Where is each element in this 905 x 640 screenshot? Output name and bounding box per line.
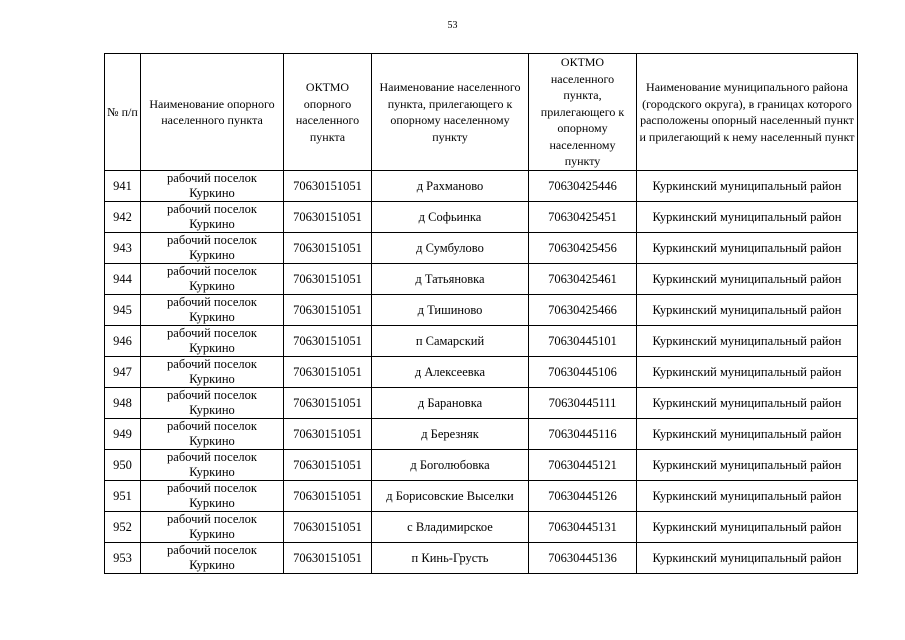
cell-adjacent-oktmo: 70630445126: [529, 481, 637, 512]
cell-district: Куркинский муниципальный район: [637, 419, 858, 450]
cell-base-settlement: рабочий поселок Куркино: [141, 233, 284, 264]
cell-base-settlement: рабочий поселок Куркино: [141, 171, 284, 202]
cell-number: 949: [105, 419, 141, 450]
cell-district: Куркинский муниципальный район: [637, 512, 858, 543]
cell-base-settlement: рабочий поселок Куркино: [141, 295, 284, 326]
column-header-adjacent-oktmo: ОКТМО населенного пункта, прилегающего к опорному населенному пункту: [529, 54, 637, 171]
table-row: [105, 357, 858, 388]
cell-adjacent-settlement: п Самарский: [372, 326, 529, 357]
cell-base-settlement: рабочий поселок Куркино: [141, 202, 284, 233]
cell-adjacent-oktmo: 70630425466: [529, 295, 637, 326]
cell-number: 946: [105, 326, 141, 357]
cell-district: Куркинский муниципальный район: [637, 388, 858, 419]
cell-adjacent-settlement: д Барановка: [372, 388, 529, 419]
table-row: [105, 233, 858, 264]
table-row: [105, 171, 858, 202]
column-header-adjacent-settlement: Наименование населенного пункта, прилегающего к опорному населенному пункту: [372, 54, 529, 171]
cell-adjacent-oktmo: 70630425456: [529, 233, 637, 264]
cell-base-settlement: рабочий поселок Куркино: [141, 388, 284, 419]
cell-base-settlement: рабочий поселок Куркино: [141, 419, 284, 450]
cell-adjacent-oktmo: 70630445121: [529, 450, 637, 481]
cell-district: Куркинский муниципальный район: [637, 202, 858, 233]
cell-adjacent-oktmo: 70630445106: [529, 357, 637, 388]
settlements-table: [104, 53, 858, 574]
column-header-base-oktmo: ОКТМО опорного населенного пункта: [284, 54, 372, 171]
cell-adjacent-settlement: д Березняк: [372, 419, 529, 450]
cell-adjacent-oktmo: 70630445131: [529, 512, 637, 543]
cell-district: Куркинский муниципальный район: [637, 543, 858, 574]
table-row: [105, 326, 858, 357]
cell-district: Куркинский муниципальный район: [637, 357, 858, 388]
cell-base-settlement: рабочий поселок Куркино: [141, 450, 284, 481]
cell-base-oktmo: 70630151051: [284, 512, 372, 543]
cell-base-oktmo: 70630151051: [284, 419, 372, 450]
cell-base-settlement: рабочий поселок Куркино: [141, 357, 284, 388]
cell-number: 944: [105, 264, 141, 295]
cell-adjacent-settlement: д Борисовские Выселки: [372, 481, 529, 512]
cell-base-oktmo: 70630151051: [284, 543, 372, 574]
cell-base-oktmo: 70630151051: [284, 264, 372, 295]
table-header: [105, 54, 858, 171]
cell-district: Куркинский муниципальный район: [637, 481, 858, 512]
cell-base-oktmo: 70630151051: [284, 388, 372, 419]
cell-district: Куркинский муниципальный район: [637, 450, 858, 481]
cell-number: 947: [105, 357, 141, 388]
cell-adjacent-oktmo: 70630445136: [529, 543, 637, 574]
column-header-district: Наименование муниципального района (городского округа), в границах которого расположены опорный населенный пункт и прилегающий к нему населенный пункт: [637, 54, 858, 171]
table-row: [105, 419, 858, 450]
cell-base-settlement: рабочий поселок Куркино: [141, 326, 284, 357]
cell-base-settlement: рабочий поселок Куркино: [141, 264, 284, 295]
cell-adjacent-settlement: с Владимирское: [372, 512, 529, 543]
table-row: [105, 264, 858, 295]
column-header-number: № п/п: [105, 54, 141, 171]
cell-number: 951: [105, 481, 141, 512]
cell-adjacent-oktmo: 70630425446: [529, 171, 637, 202]
column-header-base-settlement: Наименование опорного населенного пункта: [141, 54, 284, 171]
cell-adjacent-settlement: д Софьинка: [372, 202, 529, 233]
cell-adjacent-oktmo: 70630445116: [529, 419, 637, 450]
cell-base-oktmo: 70630151051: [284, 202, 372, 233]
cell-adjacent-oktmo: 70630445101: [529, 326, 637, 357]
cell-number: 942: [105, 202, 141, 233]
cell-number: 941: [105, 171, 141, 202]
cell-district: Куркинский муниципальный район: [637, 295, 858, 326]
cell-adjacent-settlement: д Татьяновка: [372, 264, 529, 295]
table-row: [105, 295, 858, 326]
cell-base-oktmo: 70630151051: [284, 233, 372, 264]
cell-district: Куркинский муниципальный район: [637, 233, 858, 264]
cell-district: Куркинский муниципальный район: [637, 264, 858, 295]
cell-adjacent-settlement: д Алексеевка: [372, 357, 529, 388]
cell-number: 952: [105, 512, 141, 543]
cell-adjacent-settlement: д Боголюбовка: [372, 450, 529, 481]
table-row: [105, 450, 858, 481]
cell-base-settlement: рабочий поселок Куркино: [141, 481, 284, 512]
cell-base-oktmo: 70630151051: [284, 326, 372, 357]
cell-base-oktmo: 70630151051: [284, 481, 372, 512]
cell-adjacent-settlement: п Кинь-Грусть: [372, 543, 529, 574]
cell-adjacent-settlement: д Рахманово: [372, 171, 529, 202]
cell-adjacent-oktmo: 70630425451: [529, 202, 637, 233]
table-row: [105, 543, 858, 574]
cell-base-oktmo: 70630151051: [284, 450, 372, 481]
cell-adjacent-settlement: д Тишиново: [372, 295, 529, 326]
cell-district: Куркинский муниципальный район: [637, 171, 858, 202]
table-row: [105, 202, 858, 233]
cell-base-oktmo: 70630151051: [284, 295, 372, 326]
table-row: [105, 512, 858, 543]
cell-adjacent-settlement: д Сумбулово: [372, 233, 529, 264]
cell-number: 943: [105, 233, 141, 264]
cell-number: 950: [105, 450, 141, 481]
cell-base-oktmo: 70630151051: [284, 357, 372, 388]
cell-number: 948: [105, 388, 141, 419]
table-row: [105, 388, 858, 419]
cell-adjacent-oktmo: 70630445111: [529, 388, 637, 419]
table-row: [105, 481, 858, 512]
cell-base-settlement: рабочий поселок Куркино: [141, 512, 284, 543]
cell-base-oktmo: 70630151051: [284, 171, 372, 202]
page-number: 53: [447, 20, 458, 31]
cell-number: 953: [105, 543, 141, 574]
cell-adjacent-oktmo: 70630425461: [529, 264, 637, 295]
table-body: [105, 171, 858, 574]
cell-number: 945: [105, 295, 141, 326]
cell-district: Куркинский муниципальный район: [637, 326, 858, 357]
table-header-row: [105, 54, 858, 171]
cell-base-settlement: рабочий поселок Куркино: [141, 543, 284, 574]
